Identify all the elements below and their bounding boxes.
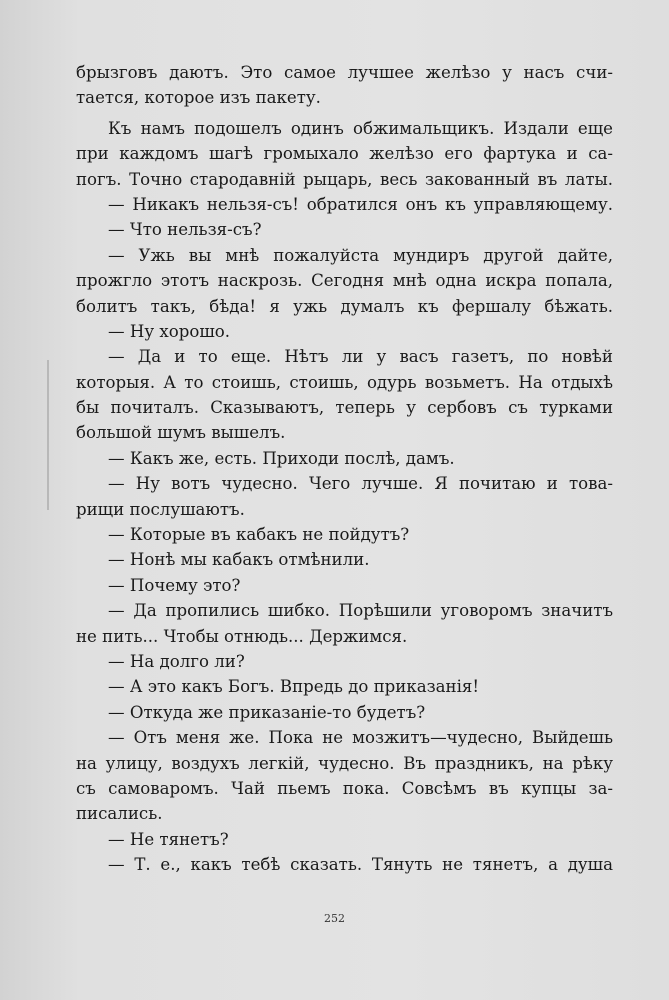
text-line: болитъ такъ, бѣда! я ужь думалъ къ фершалу бѣжать. bbox=[76, 296, 613, 316]
text-line: — Ну вотъ чудесно. Чего лучше. Я почитаю и това- bbox=[108, 474, 613, 494]
text-line: — Ужь вы мнѣ пожалуйста мундиръ другой дайте, bbox=[108, 245, 613, 265]
text-line: тается, которое изъ пакету. bbox=[76, 88, 321, 108]
text-line: — Да пропились шибко. Порѣшили уговоромъ значитъ bbox=[108, 601, 613, 621]
text-line: — Откуда же приказаніе-то будетъ? bbox=[108, 702, 426, 722]
text-line: — Какъ же, есть. Приходи послѣ, дамъ. bbox=[108, 448, 455, 468]
margin-scan-mark bbox=[47, 360, 49, 510]
text-line: которыя. А то стоишь, стоишь, одурь возьметъ. На отдыхѣ bbox=[76, 372, 613, 392]
text-line: — Да и то еще. Нѣтъ ли у васъ газетъ, по новѣй bbox=[108, 347, 613, 367]
text-line: на улицу, воздухъ легкій, чудесно. Въ праздникъ, на рѣку bbox=[76, 753, 613, 773]
text-line: бы почиталъ. Сказываютъ, теперь у сербовъ съ турками bbox=[76, 398, 613, 418]
text-line: — Почему это? bbox=[108, 575, 241, 595]
text-line: — Ну хорошо. bbox=[108, 321, 231, 341]
text-line: при каждомъ шагѣ громыхало желѣзо его фартука и са- bbox=[76, 144, 613, 164]
text-line: — Никакъ нельзя-съ! обратился онъ къ управляющему. bbox=[108, 194, 613, 214]
text-line: — На долго ли? bbox=[108, 651, 245, 671]
text-line: рищи послушаютъ. bbox=[76, 499, 245, 519]
text-line: — Т. е., какъ тебѣ сказать. Тянуть не тянетъ, а душа bbox=[108, 855, 613, 875]
text-line: прожгло этотъ наскрозь. Сегодня мнѣ одна искра попала, bbox=[76, 271, 613, 291]
text-line: съ самоваромъ. Чай пьемъ пока. Совсѣмъ въ купцы за- bbox=[76, 778, 613, 798]
text-line: — Отъ меня же. Пока не мозжитъ—чудесно, Выйдешь bbox=[108, 728, 613, 748]
text-line: писались. bbox=[76, 804, 163, 824]
text-line: Къ намъ подошелъ одинъ обжимальщикъ. Издали еще bbox=[108, 118, 613, 138]
text-line: — А это какъ Богъ. Впредь до приказанія! bbox=[108, 677, 480, 697]
text-line: — Которые въ кабакъ не пойдутъ? bbox=[108, 525, 410, 545]
page-number: 252 bbox=[324, 912, 345, 925]
text-line: — Не тянетъ? bbox=[108, 829, 229, 849]
text-line: не пить... Чтобы отнюдь... Держимся. bbox=[76, 626, 408, 646]
text-line: брызговъ даютъ. Это самое лучшее желѣзо у насъ счи- bbox=[76, 63, 613, 82]
text-line: погъ. Точно стародавній рыцарь, весь закованный въ латы. bbox=[76, 169, 613, 189]
page-text bbox=[76, 60, 613, 878]
text-line: — Нонѣ мы кабакъ отмѣнили. bbox=[108, 550, 370, 570]
text-line: большой шумъ вышелъ. bbox=[76, 423, 286, 443]
text-line: — Что нельзя-съ? bbox=[108, 220, 262, 240]
